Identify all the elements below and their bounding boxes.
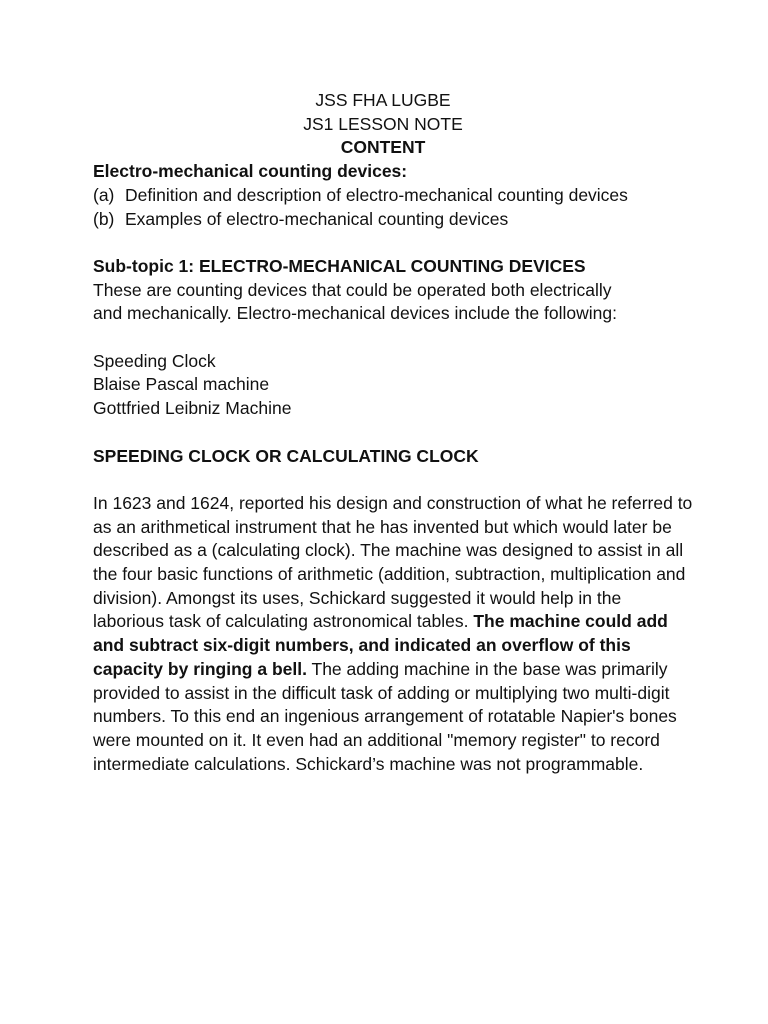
topic-item-text: Examples of electro-mechanical counting devices: [125, 208, 509, 229]
school-name: JSS FHA LUGBE: [315, 90, 451, 110]
spacer: [93, 468, 693, 492]
topic-item-marker: (a): [93, 184, 115, 205]
topic-item-b: [93, 208, 693, 232]
spacer: [93, 421, 693, 445]
device-list-item: Gottfried Leibniz Machine: [93, 398, 292, 419]
spacer: [93, 326, 693, 350]
subtopic-heading: Sub-topic 1: ELECTRO-MECHANICAL COUNTING DEVICES: [93, 255, 586, 276]
topic-title: Electro-mechanical counting devices:: [93, 161, 408, 182]
topic-item-marker: (b): [93, 208, 115, 229]
content-label: CONTENT: [340, 137, 426, 158]
lesson-note-content: [93, 89, 693, 776]
subtopic-intro-line: These are counting devices that could be operated both electrically: [93, 279, 612, 300]
device-list-item: Blaise Pascal machine: [93, 374, 270, 395]
topic-item-a: [93, 184, 693, 208]
paragraph-text: In 1623 and 1624, reported his design and construction of what he referred to as an arithmetical instrument that he has invented but which would later be described as a (calculating clock). The machine was designed to assist in all the four basic functions of arithmetic (addition, subtraction, multiplication and division). Amongst its uses, Schickard suggested it would help in the laborious task of calculating astronomical tables.: [93, 492, 693, 632]
paragraph-text: The adding machine in the base was primarily provided to assist in the difficult task of adding or multiplying two multi-digit numbers. To this end an ingenious arrangement of rotatable Napier's bones were mounted on it. It even had an additional "memory register" to record intermediate calculations. Schickard’s machine was not programmable.: [93, 658, 677, 774]
paragraph-bold-text: The machine could add and subtract six-digit numbers, and indicated an overflow of this capacity by ringing a bell.: [93, 611, 668, 679]
device-list-item: Speeding Clock: [93, 350, 216, 371]
subtopic-intro-line: and mechanically. Electro-mechanical devices include the following:: [93, 303, 617, 324]
section-paragraph: [93, 492, 693, 776]
note-title: JS1 LESSON NOTE: [303, 113, 463, 134]
topic-item-text: Definition and description of electro-mechanical counting devices: [125, 184, 628, 205]
section-heading: SPEEDING CLOCK OR CALCULATING CLOCK: [93, 445, 479, 466]
spacer: [93, 231, 693, 255]
